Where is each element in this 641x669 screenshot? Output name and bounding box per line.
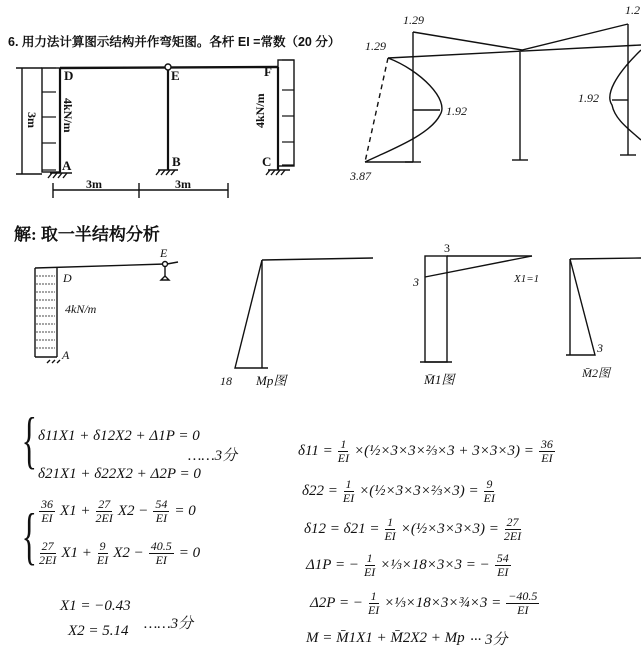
m2-diagram <box>566 258 641 380</box>
half-load-label: 4kN/m <box>65 302 97 316</box>
equation-text: ×(½×3×3×⅔×3) = <box>359 483 479 499</box>
fraction <box>97 540 108 567</box>
joint-d: D <box>64 68 74 83</box>
moment-label: 1.92 <box>446 104 467 118</box>
fraction <box>495 552 511 579</box>
denominator: EI <box>337 451 350 465</box>
fraction <box>39 498 55 525</box>
numerator: 36 <box>540 437 553 451</box>
equation-line <box>58 598 133 615</box>
equation-text: X2 − <box>113 545 144 561</box>
numerator: 9 <box>486 477 493 491</box>
numerator: 1 <box>345 477 352 491</box>
moment-label: 3.87 <box>350 169 371 183</box>
numerator: −40.5 <box>508 589 538 603</box>
numerator: 54 <box>496 551 509 565</box>
numerator: 36 <box>41 497 53 511</box>
denominator: EI <box>363 565 376 579</box>
moment-label: 1.29 <box>403 13 424 27</box>
equation-text: δ12 = δ21 = <box>304 521 380 537</box>
m2-caption: M̄2图 <box>582 366 610 380</box>
denominator: EI <box>541 451 553 465</box>
m1-diagram <box>412 241 539 387</box>
numerator: 27 <box>41 539 54 553</box>
left-load-box <box>42 68 60 172</box>
m1-unit-load: X1=1 <box>514 273 540 285</box>
fraction <box>338 438 349 465</box>
equation-line <box>304 552 514 579</box>
mp-diagram <box>220 258 373 388</box>
denominator: EI <box>497 565 509 579</box>
solution-heading: 解: 取一半结构分析 <box>14 225 160 244</box>
fraction <box>96 498 113 525</box>
equation-line <box>36 498 198 525</box>
equation-line <box>66 623 131 640</box>
joint-b: B <box>172 154 181 169</box>
span-left-dimension: 3m <box>86 177 102 191</box>
equation-line <box>302 516 524 543</box>
m2-value: 3 <box>597 341 603 355</box>
denominator: EI <box>517 603 529 617</box>
numerator: 27 <box>98 497 111 511</box>
equation-text: Δ2P = − <box>310 595 363 611</box>
fraction <box>153 498 169 525</box>
fixed-supports <box>48 170 290 178</box>
denominator: EI <box>342 491 355 505</box>
denominator: EI <box>155 511 168 525</box>
equation-text: δ11X1 + δ12X2 + Δ1P = 0 <box>38 428 200 444</box>
equation-text: = 0 <box>178 545 201 561</box>
dimension-lines <box>16 68 228 198</box>
numerator: 1 <box>370 589 377 603</box>
equation-text: M = M̄1X1 + M̄2X2 + Mp <box>306 630 465 646</box>
fraction <box>504 516 521 543</box>
load-left-label: 4kN/m <box>61 98 75 133</box>
fraction <box>539 438 555 465</box>
denominator: EI <box>483 491 495 505</box>
brace: { <box>21 404 38 475</box>
equation-text: ×⅓×18×3×¾×3 = <box>384 595 502 611</box>
equation-text: δ11 = <box>298 443 333 459</box>
score-mark: ……3分 <box>144 616 194 632</box>
fraction <box>149 540 174 567</box>
joint-f: F <box>264 64 272 79</box>
equation-text: ×(½×3×3×⅔×3 + 3×3×3) = <box>354 443 534 459</box>
equation-text: X1 + <box>61 545 92 561</box>
equation-text: ×⅓×18×3×3 = − <box>380 557 490 573</box>
m1-caption: M̄1图 <box>424 372 455 387</box>
moment-label: 1.29 <box>365 39 386 53</box>
fraction <box>39 540 56 567</box>
joint-e: E <box>171 68 180 83</box>
equation-text: X2 = 5.14 <box>68 623 129 639</box>
fraction <box>384 516 395 543</box>
half-joint-a: A <box>62 348 70 362</box>
mp-caption: Mp图 <box>256 373 287 388</box>
score-mark: ……3分 <box>188 448 238 464</box>
fraction <box>506 590 539 617</box>
numerator: 1 <box>387 515 394 529</box>
moment-label: 1.92 <box>578 91 599 105</box>
score-mark: ··· 3分 <box>470 632 508 648</box>
numerator: 9 <box>99 539 106 553</box>
equation-text: δ22 = <box>302 483 338 499</box>
equation-text: = 0 <box>174 503 196 519</box>
equation-line <box>36 540 202 567</box>
equation-text: X1 = −0.43 <box>60 598 131 614</box>
brace: { <box>21 500 38 571</box>
mp-value: 18 <box>220 374 232 388</box>
numerator: 27 <box>506 515 519 529</box>
denominator: 2EI <box>503 529 522 543</box>
denominator: EI <box>384 529 396 543</box>
span-right-dimension: 3m <box>175 177 191 191</box>
equation-text: δ21X1 + δ22X2 + Δ2P = 0 <box>38 466 201 482</box>
fraction <box>368 590 379 617</box>
right-load-box <box>278 60 294 166</box>
problem-title: 6. 用力法计算图示结构并作弯矩图。各杆 EI =常数（20 分） <box>8 35 341 49</box>
load-right-label: 4kN/m <box>253 93 267 128</box>
fraction <box>484 478 495 505</box>
denominator: EI <box>96 553 109 567</box>
numerator: 1 <box>340 437 347 451</box>
equation-line <box>36 466 203 483</box>
denominator: EI <box>41 511 53 525</box>
half-joint-e: E <box>160 246 168 260</box>
half-structure <box>35 246 178 363</box>
joint-c: C <box>262 154 272 169</box>
equation-line <box>36 428 202 445</box>
final-moment-diagram <box>349 3 641 183</box>
equation-text: X2 − <box>117 503 149 519</box>
denominator: EI <box>367 603 380 617</box>
equation-text: ×(½×3×3×3) = <box>400 521 499 537</box>
fraction <box>364 552 375 579</box>
equation-text: Δ1P = − <box>306 557 359 573</box>
moment-label: 1.2 <box>625 3 640 17</box>
joint-a: A <box>62 158 72 173</box>
half-joint-d: D <box>63 271 72 285</box>
m1-top-value: 3 <box>444 241 450 255</box>
denominator: EI <box>155 553 167 567</box>
denominator: 2EI <box>95 511 113 525</box>
equation-line <box>304 630 467 647</box>
equation-line <box>308 590 542 617</box>
numerator: 40.5 <box>150 539 172 553</box>
equation-text: X1 + <box>60 503 91 519</box>
equation-line <box>296 438 558 465</box>
denominator: 2EI <box>39 553 57 567</box>
problem-frame <box>16 60 294 198</box>
height-dimension: 3m <box>25 112 39 128</box>
numerator: 1 <box>366 551 373 565</box>
fraction <box>343 478 354 505</box>
m1-left-value: 3 <box>413 275 419 289</box>
equation-line <box>300 478 498 505</box>
numerator: 54 <box>155 497 168 511</box>
